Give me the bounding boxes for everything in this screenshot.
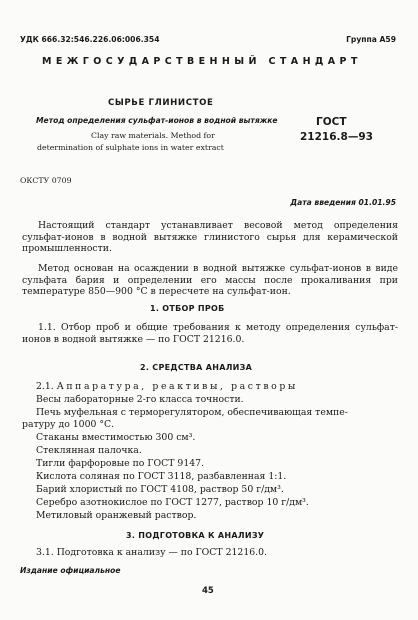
equipment-line: Кислота соляная по ГОСТ 3118, разбавленная 1:1. <box>36 471 287 482</box>
equipment-line: Тигли фарфоровые по ГОСТ 9147. <box>36 458 205 469</box>
section-2-item-title: 2.1. Аппаратура, реактивы, растворы <box>36 381 298 392</box>
english-title-line1: Clay raw materials. Method for <box>91 131 215 140</box>
equipment-line: Весы лабораторные 2-го класса точности. <box>36 394 244 405</box>
intro-paragraph-2: Метод основан на осаждении в водной вытяжке сульфат-ионов в виде сульфата бария и определении его массы после прокаливания при температуре 850—900 °С в пересчете на сульфат-ион. <box>22 263 398 298</box>
equipment-line: ратуру до 1000 °С. <box>22 419 115 430</box>
official-edition-note: Издание официальное <box>20 566 121 575</box>
section-2-heading: 2. СРЕДСТВА АНАЛИЗА <box>140 363 253 372</box>
gost-number: 21216.8—93 <box>300 131 373 143</box>
intro-paragraph-1: Настоящий стандарт устанавливает весовой метод определения сульфат-ионов в водной вытяжке глинистого сырья для керамической промышленности. <box>22 220 398 255</box>
document-title: СЫРЬЕ ГЛИНИСТОЕ <box>108 98 214 108</box>
gost-label: ГОСТ <box>316 116 347 128</box>
equipment-line: Серебро азотнокислое по ГОСТ 1277, раствор 10 г/дм³. <box>36 497 309 508</box>
section-3-paragraph: 3.1. Подготовка к анализу — по ГОСТ 21216.0. <box>36 547 267 558</box>
equipment-line: Печь муфельная с терморегулятором, обеспечивающая темпе- <box>36 407 348 418</box>
effective-date: Дата введения 01.01.95 <box>290 198 396 207</box>
okstu-code: ОКСТУ 0709 <box>20 176 72 185</box>
section-1-heading: 1. ОТБОР ПРОБ <box>150 304 225 313</box>
equipment-line: Барий хлористый по ГОСТ 4108, раствор 50 г/дм³. <box>36 484 284 495</box>
group-code: Группа А59 <box>346 35 396 44</box>
equipment-line: Метиловый оранжевый раствор. <box>36 510 197 521</box>
equipment-line: Стеклянная палочка. <box>36 445 142 456</box>
section-1-paragraph: 1.1. Отбор проб и общие требования к методу определения сульфат-ионов в водной вытяжке — по ГОСТ 21216.0. <box>22 322 398 345</box>
standard-type: МЕЖГОСУДАРСТВЕННЫЙ СТАНДАРТ <box>42 56 362 67</box>
page-number: 45 <box>202 586 214 596</box>
equipment-line: Стаканы вместимостью 300 см³. <box>36 432 196 443</box>
udk-code: УДК 666.32:546.226.06:006.354 <box>20 35 160 44</box>
english-title-line2: determination of sulphate ions in water extract <box>37 143 224 152</box>
section-3-heading: 3. ПОДГОТОВКА К АНАЛИЗУ <box>126 531 265 540</box>
document-subtitle: Метод определения сульфат-ионов в водной вытяжке <box>36 116 278 125</box>
